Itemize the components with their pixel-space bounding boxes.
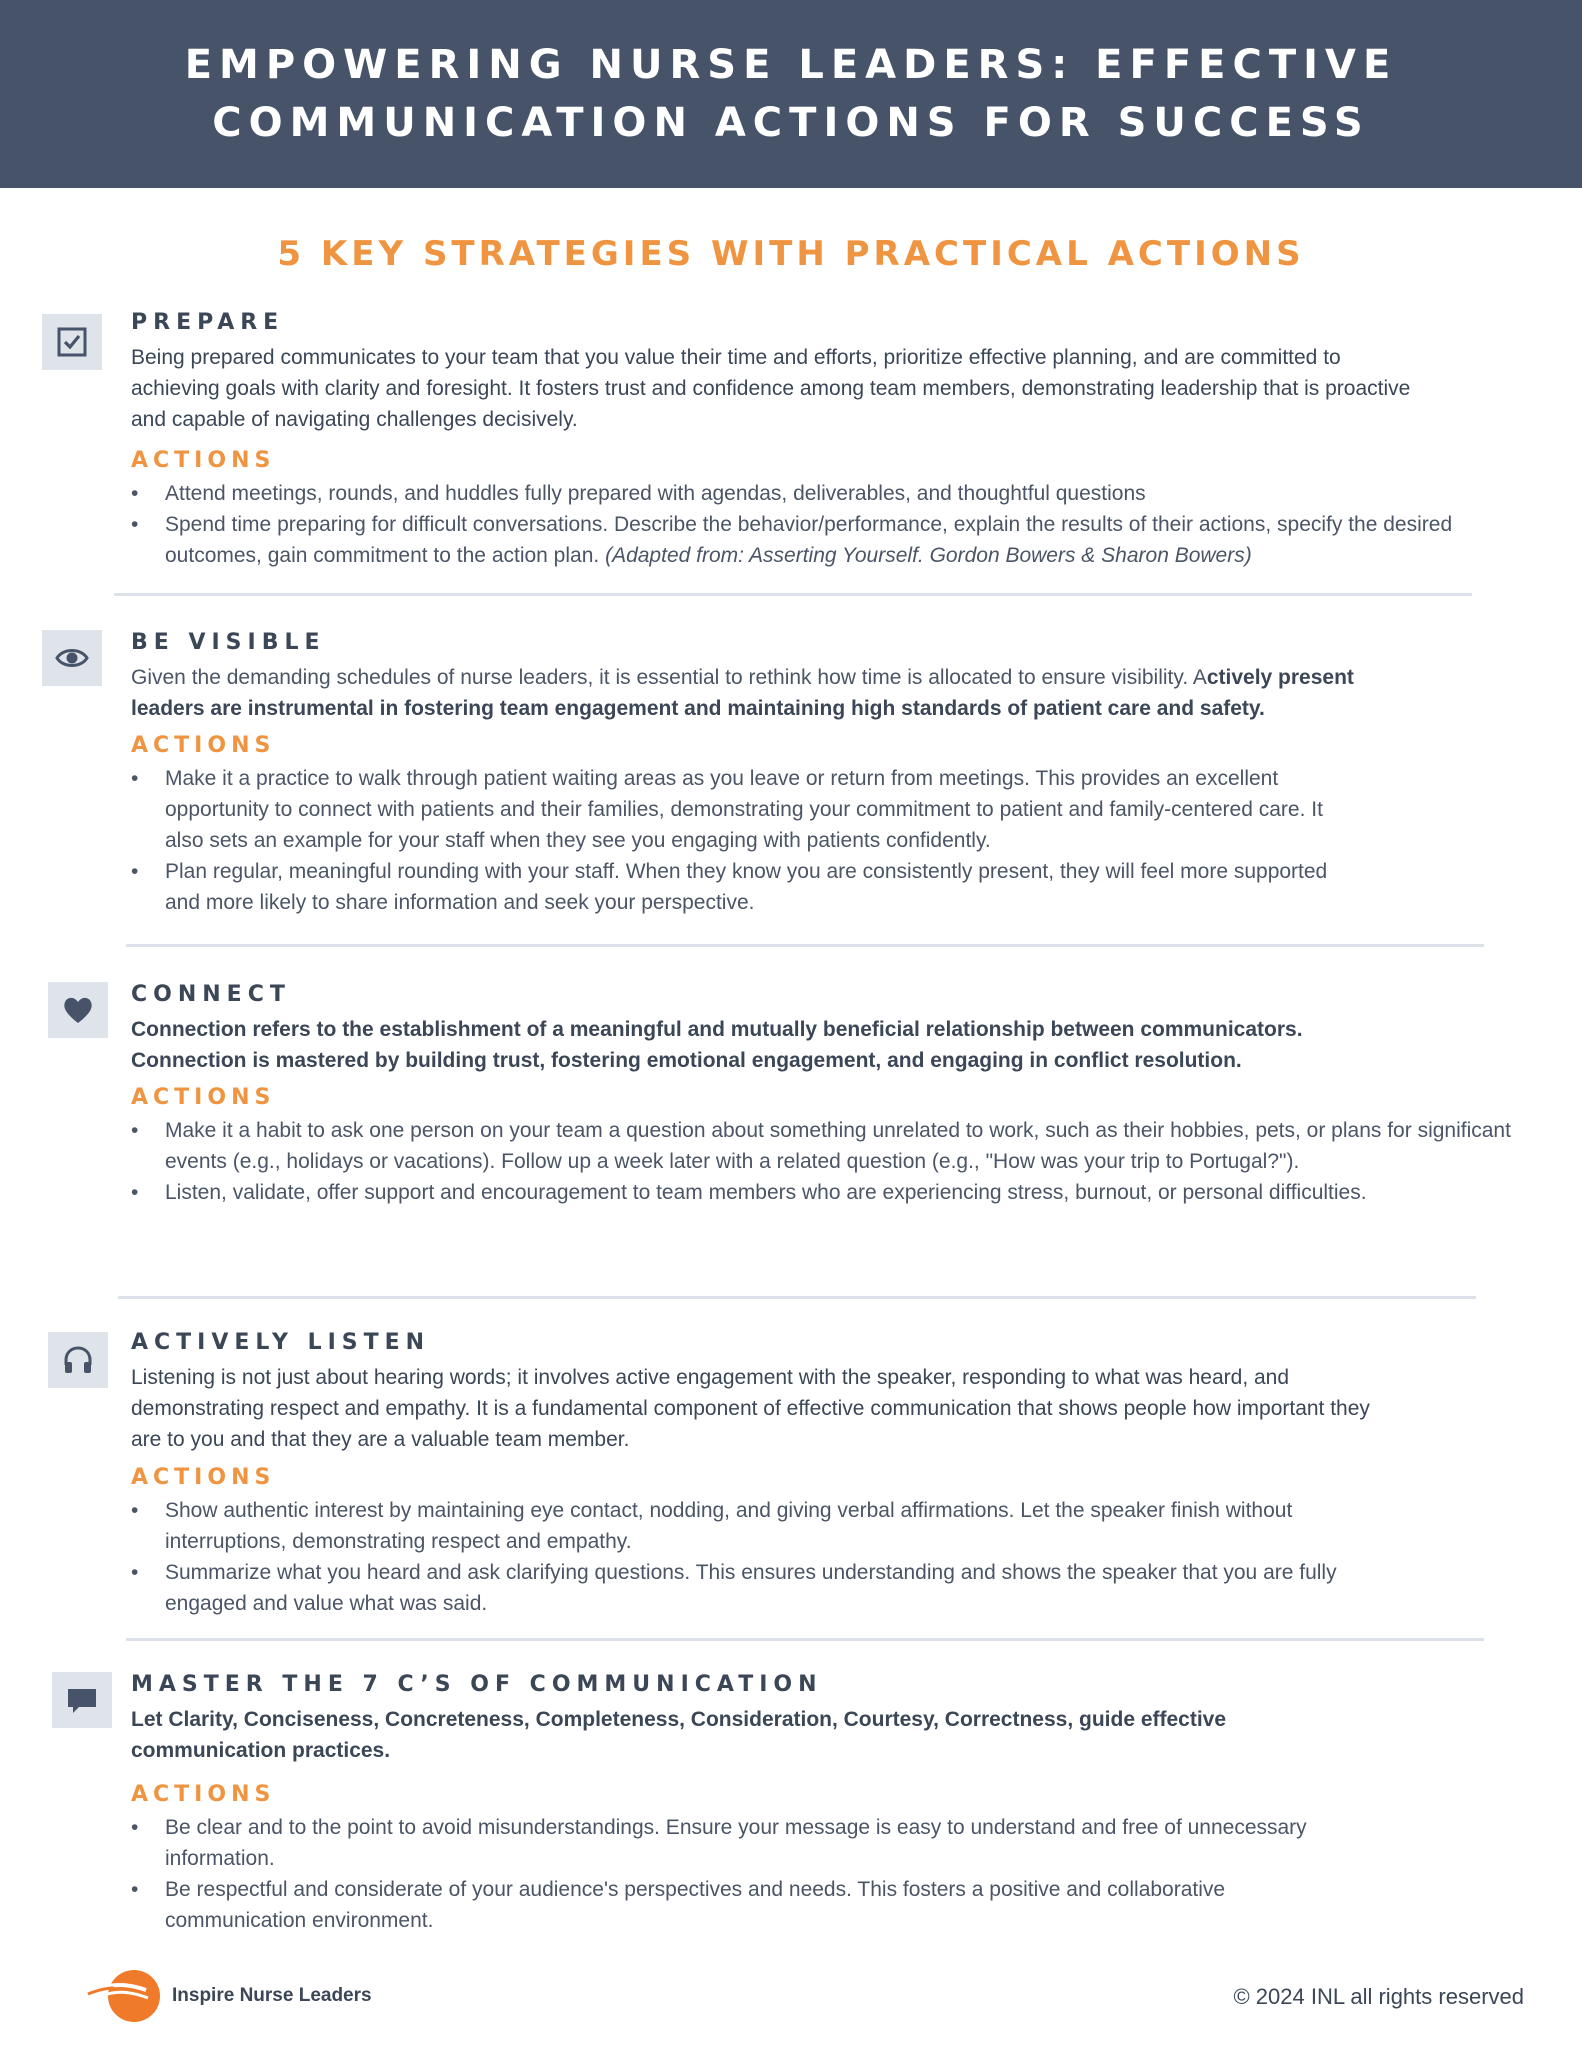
action-list (131, 478, 1511, 571)
section-prepare (0, 310, 1582, 610)
list-item: • Attend meetings, rounds, and huddles fully prepared with agendas, deliverables, and thoughtful questions (131, 478, 1511, 509)
section-connect (0, 982, 1582, 1282)
actions-label: ACTIONS (131, 1085, 276, 1110)
list-item: • Plan regular, meaningful rounding with your staff. When they know you are consistently present, they will feel more supported and more likely to share information and seek your perspective. (131, 856, 1351, 918)
action-text: Spend time preparing for difficult conversations. Describe the behavior/performance, explain the results of their actions, specify the desired outcomes, gain commitment to the action plan. (165, 513, 1453, 567)
section-description: Let Clarity, Conciseness, Concreteness, Completeness, Consideration, Courtesy, Correctness, guide effective communication practices. (131, 1708, 1227, 1762)
section-description (131, 662, 1421, 724)
checkbox-icon (42, 314, 102, 370)
actions-label: ACTIONS (131, 733, 276, 758)
section-description: Connection refers to the establishment of a meaningful and mutually beneficial relationship between communicators. Connection is mastered by building trust, fostering emotional engagement, and engaging in conflict resolution. (131, 1018, 1303, 1072)
section-divider (114, 593, 1472, 596)
section-actively-listen (0, 1330, 1582, 1630)
inl-logo-icon (84, 1966, 164, 2026)
list-item: • Summarize what you heard and ask clarifying questions. This ensures understanding and shows the speaker that you are fully engaged and value what was said. (131, 1557, 1391, 1619)
citation: (Adapted from: Asserting Yourself. Gordon Bowers & Sharon Bowers) (605, 544, 1252, 567)
footer-logo (84, 1966, 372, 2026)
actions-label: ACTIONS (131, 1782, 276, 1807)
list-item: • Be clear and to the point to avoid misunderstandings. Ensure your message is easy to understand and free of unnecessary information. (131, 1812, 1371, 1874)
section-title: CONNECT (131, 982, 291, 1007)
section-divider (126, 944, 1484, 947)
action-list (131, 763, 1351, 918)
action-list (131, 1115, 1511, 1208)
headphones-icon (48, 1332, 108, 1388)
list-item: • Make it a practice to walk through patient waiting areas as you leave or return from meetings. This provides an excellent opportunity to connect with patients and their families, demonstrating your commitment to patient and family-centered care. It also sets an example for your staff when they see you engaging with patients confidently. (131, 763, 1351, 856)
actions-label: ACTIONS (131, 1465, 276, 1490)
actions-label: ACTIONS (131, 448, 276, 473)
list-item (131, 509, 1511, 571)
section-description: Being prepared communicates to your team that you value their time and efforts, prioritize effective planning, and are committed to achieving goals with clarity and foresight. It fosters trust and confidence among team members, demonstrating leadership that is proactive and capable of navigating challenges decisively. (131, 346, 1411, 431)
eye-icon (42, 630, 102, 686)
section-title: MASTER THE 7 C’S OF COMMUNICATION (131, 1672, 823, 1697)
section-title: ACTIVELY LISTEN (131, 1330, 431, 1355)
copyright: © 2024 INL all rights reserved (1233, 1984, 1524, 2009)
logo-text: Inspire Nurse Leaders (172, 1985, 372, 2006)
page-title: EMPOWERING NURSE LEADERS: EFFECTIVE COMMUNICATION ACTIONS FOR SUCCESS (184, 42, 1398, 146)
section-seven-cs (0, 1672, 1582, 1952)
chat-bubble-icon (52, 1672, 112, 1728)
list-item: • Be respectful and considerate of your audience's perspectives and needs. This fosters a positive and collaborative communication environment. (131, 1874, 1371, 1936)
action-list (131, 1812, 1371, 1936)
description-plain: Given the demanding schedules of nurse leaders, it is essential to rethink how time is allocated to ensure visibility. A (131, 666, 1207, 689)
list-item: • Listen, validate, offer support and encouragement to team members who are experiencing stress, burnout, or personal difficulties. (131, 1177, 1511, 1208)
heart-icon (48, 982, 108, 1038)
list-item: • Make it a habit to ask one person on your team a question about something unrelated to work, such as their hobbies, pets, or plans for significant events (e.g., holidays or vacations). Follow up a week later with a related question (e.g., "How was your trip to Portugal?"). (131, 1115, 1511, 1177)
section-divider (118, 1296, 1476, 1299)
list-item: • Show authentic interest by maintaining eye contact, nodding, and giving verbal affirmations. Let the speaker finish without interruptions, demonstrating respect and empathy. (131, 1495, 1391, 1557)
description-bold: ctively present leaders are instrumental in fostering team engagement and maintaining high standards of patient care and safety. (131, 666, 1354, 720)
section-description: Listening is not just about hearing words; it involves active engagement with the speaker, responding to what was heard, and demonstrating respect and empathy. It is a fundamental component of effective communication that shows people how important they are to you and that they are a valuable team member. (131, 1366, 1370, 1451)
page-subtitle: 5 KEY STRATEGIES WITH PRACTICAL ACTIONS (277, 234, 1305, 274)
header-banner (0, 0, 1582, 188)
section-title: PREPARE (131, 310, 285, 335)
section-be-visible (0, 630, 1582, 930)
section-divider (126, 1638, 1484, 1641)
action-list (131, 1495, 1391, 1619)
section-title: BE VISIBLE (131, 630, 326, 655)
